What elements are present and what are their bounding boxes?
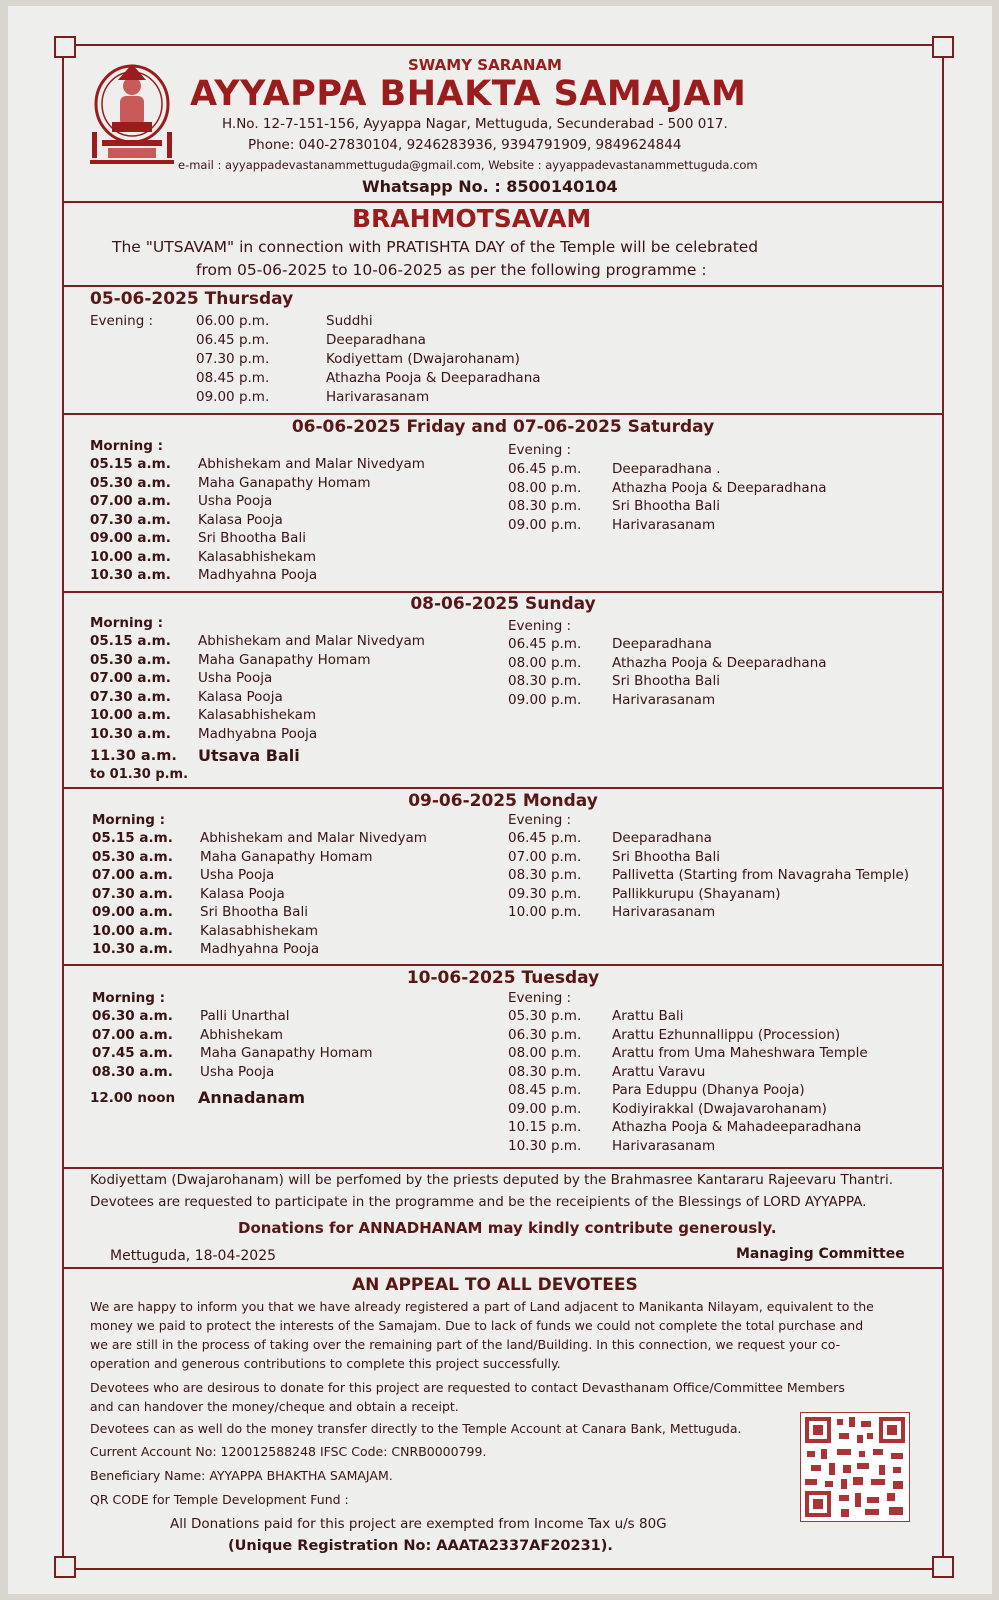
event-line2: from 05-06-2025 to 10-06-2025 as per the following programme : (196, 261, 707, 279)
schedule-time: 10.30 a.m. (90, 725, 171, 742)
registration: (Unique Registration No: AAATA2337AF20231). (228, 1538, 613, 1554)
schedule-event: Palli Unarthal (200, 1008, 290, 1024)
schedule-event: Athazha Pooja & Deeparadhana (612, 479, 827, 496)
divider (64, 201, 942, 203)
schedule-event: Deeparadhana (612, 636, 712, 652)
schedule-time: 08.45 p.m. (508, 1082, 582, 1098)
beneficiary: Beneficiary Name: AYYAPPA BHAKTHA SAMAJAM. (90, 1468, 393, 1483)
divider (64, 285, 942, 287)
schedule-event: Sri Bhootha Bali (612, 673, 720, 689)
day4-evening-label: Evening : (508, 812, 572, 828)
appeal-p1a: We are happy to inform you that we have already registered a part of Land adjacent to Manikanta Nilayam, equivalent to the (90, 1299, 874, 1314)
event-line1: The "UTSAVAM" in connection with PRATISHTA DAY of the Temple will be celebrated (112, 238, 759, 256)
schedule-time: 10.00 a.m. (90, 548, 171, 565)
schedule-event: Kalasa Pooja (198, 511, 283, 528)
schedule-event: Deeparadhana (326, 332, 426, 348)
schedule-time: 08.30 p.m. (508, 498, 582, 514)
ayyappa-logo-icon (88, 60, 176, 172)
annadanam-time: 12.00 noon (90, 1090, 176, 1106)
schedule-time: 08.30 a.m. (92, 1063, 173, 1080)
schedule-time: 07.30 a.m. (90, 511, 171, 528)
schedule-time: 07.00 a.m. (90, 493, 171, 509)
schedule-event: Athazha Pooja & Mahadeeparadhana (612, 1119, 862, 1135)
schedule-event: Kalasabhishekam (198, 707, 316, 723)
schedule-time: 10.00 p.m. (508, 904, 582, 920)
day5-evening-label: Evening : (508, 990, 572, 1006)
schedule-time: 10.15 p.m. (508, 1119, 582, 1135)
schedule-event: Maha Ganapathy Homam (198, 651, 371, 668)
schedule-time: 09.30 p.m. (508, 885, 582, 902)
schedule-event: Usha Pooja (198, 670, 273, 686)
day4-title: 09-06-2025 Monday (408, 791, 598, 811)
schedule-time: 09.00 a.m. (92, 904, 173, 920)
schedule-time: 10.00 a.m. (92, 922, 173, 939)
schedule-time: 09.00 a.m. (90, 530, 171, 546)
kodiyettam-note: Kodiyettam (Dwajarohanam) will be perfomed by the priests deputed by the Brahmasree Kantararu Rajeevaru Thantri. (90, 1172, 893, 1188)
qr-label: QR CODE for Temple Development Fund : (90, 1492, 349, 1507)
schedule-event: Usha Pooja (200, 867, 275, 883)
utsava-bali-time: 11.30 a.m. (90, 748, 177, 764)
donations-note: Donations for ANNADHANAM may kindly contribute generously. (238, 1219, 777, 1237)
schedule-event: Kalasa Pooja (200, 885, 285, 902)
place-date: Mettuguda, 18-04-2025 (110, 1248, 277, 1264)
schedule-event: Abhishekam and Malar Nivedyam (198, 456, 425, 472)
schedule-time: 06.45 p.m. (508, 636, 582, 652)
day3-morning-label: Morning : (90, 615, 163, 631)
corner-ornament (54, 1556, 76, 1578)
schedule-time: 08.30 p.m. (508, 1063, 582, 1080)
schedule-time: 07.00 a.m. (92, 1026, 173, 1043)
day4-morning-label: Morning : (92, 812, 165, 828)
event-title: BRAHMOTSAVAM (352, 204, 592, 233)
schedule-event: Kalasa Pooja (198, 688, 283, 705)
schedule-event: Madhyahna Pooja (200, 941, 320, 957)
schedule-time: 08.00 p.m. (508, 654, 582, 671)
schedule-event: Arattu from Uma Maheshwara Temple (612, 1045, 868, 1061)
schedule-time: 05.30 a.m. (92, 848, 173, 865)
schedule-time: 06.00 p.m. (196, 313, 270, 329)
appeal-p2b: and can handover the money/cheque and obtain a receipt. (90, 1399, 459, 1414)
day5-title: 10-06-2025 Tuesday (406, 968, 600, 988)
schedule-time: 09.00 p.m. (508, 1100, 582, 1117)
schedule-event: Kalasabhishekam (200, 922, 318, 939)
schedule-time: 06.45 p.m. (508, 830, 582, 846)
divider (64, 413, 942, 415)
schedule-time: 09.00 p.m. (508, 516, 582, 533)
schedule-time: 10.30 a.m. (92, 941, 173, 957)
schedule-event: Kodiyettam (Dwajarohanam) (326, 351, 520, 367)
appeal-p1b: money we paid to protect the interests of the Samajam. Due to lack of funds we could not complete the total purchase and (90, 1318, 864, 1333)
schedule-event: Harivarasanam (326, 389, 430, 405)
schedule-event: Abhishekam and Malar Nivedyam (198, 633, 425, 649)
day3-evening-label: Evening : (508, 618, 572, 634)
schedule-time: 10.00 a.m. (90, 707, 171, 723)
schedule-event: Abhishekam and Malar Nivedyam (200, 830, 427, 846)
utsava-bali-event: Utsava Bali (198, 746, 300, 765)
day2-morning-label: Morning : (90, 438, 163, 454)
schedule-event: Usha Pooja (198, 493, 273, 509)
appeal-p1d: operation and generous contributions to complete this project successfully. (90, 1356, 561, 1371)
day5-morning-label: Morning : (92, 990, 165, 1006)
account-number: Current Account No: 120012588248 IFSC Code: CNRB0000799. (90, 1444, 487, 1459)
schedule-event: Kodiyirakkal (Dwajavarohanam) (612, 1100, 827, 1117)
divider (64, 787, 942, 789)
schedule-event: Kalasabhishekam (198, 548, 316, 565)
swamy-saranam: SWAMY SARANAM (408, 56, 562, 74)
corner-ornament (932, 1556, 954, 1578)
schedule-event: Arattu Bali (612, 1008, 684, 1024)
schedule-event: Harivarasanam (612, 691, 716, 708)
utsava-bali-to: to 01.30 p.m. (90, 767, 189, 782)
schedule-event: Abhishekam (200, 1026, 284, 1043)
devotees-note: Devotees are requested to participate in the programme and be the receipients of the Blessings of LORD AYYAPPA. (90, 1194, 867, 1210)
schedule-event: Harivarasanam (612, 516, 716, 533)
schedule-event: Athazha Pooja & Deeparadhana (326, 370, 541, 386)
day1-title: 05-06-2025 Thursday (90, 289, 294, 309)
schedule-time: 10.30 a.m. (90, 567, 171, 583)
schedule-time: 05.30 a.m. (90, 474, 171, 491)
schedule-event: Para Eduppu (Dhanya Pooja) (612, 1082, 805, 1098)
schedule-time: 08.30 p.m. (508, 673, 582, 689)
corner-ornament (932, 36, 954, 58)
schedule-time: 08.00 p.m. (508, 1045, 582, 1061)
schedule-time: 07.30 a.m. (90, 688, 171, 705)
day3-title: 08-06-2025 Sunday (410, 594, 596, 614)
day2-title: 06-06-2025 Friday and 07-06-2025 Saturday (291, 417, 715, 437)
schedule-time: 07.00 a.m. (92, 867, 173, 883)
schedule-event: Sri Bhootha Bali (612, 498, 720, 514)
divider (64, 1167, 942, 1169)
appeal-title: AN APPEAL TO ALL DEVOTEES (352, 1275, 638, 1295)
schedule-time: 05.15 a.m. (90, 456, 171, 472)
schedule-time: 06.30 p.m. (508, 1026, 582, 1043)
schedule-time: 07.30 p.m. (196, 351, 270, 367)
day1-label: Evening : (90, 313, 154, 329)
schedule-event: Deeparadhana (612, 830, 712, 846)
appeal-p1c: we are still in the process of taking over the remaining part of the land/Building. In this connection, we request your co- (90, 1337, 841, 1352)
divider (64, 964, 942, 966)
schedule-event: Maha Ganapathy Homam (200, 848, 373, 865)
divider (64, 591, 942, 593)
schedule-time: 07.00 a.m. (90, 670, 171, 686)
phone: Phone: 040-27830104, 9246283936, 9394791909, 9849624844 (248, 137, 682, 153)
whatsapp: Whatsapp No. : 8500140104 (362, 177, 618, 196)
schedule-event: Madhyabna Pooja (198, 725, 318, 742)
appeal-p3: Devotees can as well do the money transfer directly to the Temple Account at Canara Bank, Mettuguda. (90, 1421, 742, 1436)
schedule-event: Arattu Ezhunnallippu (Procession) (612, 1026, 841, 1043)
schedule-time: 05.15 a.m. (92, 830, 173, 846)
schedule-event: Sri Bhootha Bali (198, 530, 306, 546)
schedule-event: Pallivetta (Starting from Navagraha Temple) (612, 867, 910, 883)
schedule-time: 06.45 p.m. (508, 461, 582, 477)
corner-ornament (54, 36, 76, 58)
qr-code-icon (800, 1412, 910, 1522)
schedule-time: 07.30 a.m. (92, 885, 173, 902)
schedule-time: 08.45 p.m. (196, 370, 270, 386)
schedule-time: 05.30 p.m. (508, 1008, 582, 1024)
schedule-event: Maha Ganapathy Homam (200, 1045, 373, 1061)
schedule-event: Sri Bhootha Bali (612, 848, 720, 865)
divider (64, 1267, 942, 1269)
schedule-event: Suddhi (326, 313, 373, 329)
schedule-time: 06.45 p.m. (196, 332, 270, 348)
schedule-event: Athazha Pooja & Deeparadhana (612, 654, 827, 671)
appeal-p2a: Devotees who are desirous to donate for this project are requested to contact Devasthanam Office/Committee Members (90, 1380, 845, 1395)
schedule-time: 06.30 a.m. (92, 1008, 173, 1024)
email-website: e-mail : ayyappadevastanammettuguda@gmail.com, Website : ayyappadevastanammettuguda.com (178, 158, 758, 172)
schedule-event: Maha Ganapathy Homam (198, 474, 371, 491)
schedule-time: 09.00 p.m. (508, 691, 582, 708)
schedule-time: 08.30 p.m. (508, 867, 582, 883)
schedule-time: 07.00 p.m. (508, 848, 582, 865)
day2-evening-label: Evening : (508, 442, 572, 458)
tax-exempt: All Donations paid for this project are exempted from Income Tax u/s 80G (170, 1516, 667, 1532)
schedule-event: Usha Pooja (200, 1063, 275, 1080)
annadanam-event: Annadanam (198, 1088, 306, 1107)
schedule-time: 07.45 a.m. (92, 1045, 173, 1061)
schedule-event: Arattu Varavu (612, 1063, 706, 1080)
schedule-event: Sri Bhootha Bali (200, 904, 308, 920)
address: H.No. 12-7-151-156, Ayyappa Nagar, Mettuguda, Secunderabad - 500 017. (222, 116, 728, 132)
schedule-event: Deeparadhana . (612, 461, 721, 477)
schedule-time: 08.00 p.m. (508, 479, 582, 496)
schedule-event: Harivarasanam (612, 904, 716, 920)
schedule-event: Pallikkurupu (Shayanam) (612, 885, 781, 902)
schedule-event: Madhyahna Pooja (198, 567, 318, 583)
schedule-time: 10.30 p.m. (508, 1137, 582, 1154)
schedule-time: 05.30 a.m. (90, 651, 171, 668)
managing-committee: Managing Committee (736, 1246, 905, 1262)
schedule-time: 09.00 p.m. (196, 389, 270, 405)
org-title: AYYAPPA BHAKTA SAMAJAM (190, 74, 747, 114)
schedule-time: 05.15 a.m. (90, 633, 171, 649)
schedule-event: Harivarasanam (612, 1137, 716, 1154)
